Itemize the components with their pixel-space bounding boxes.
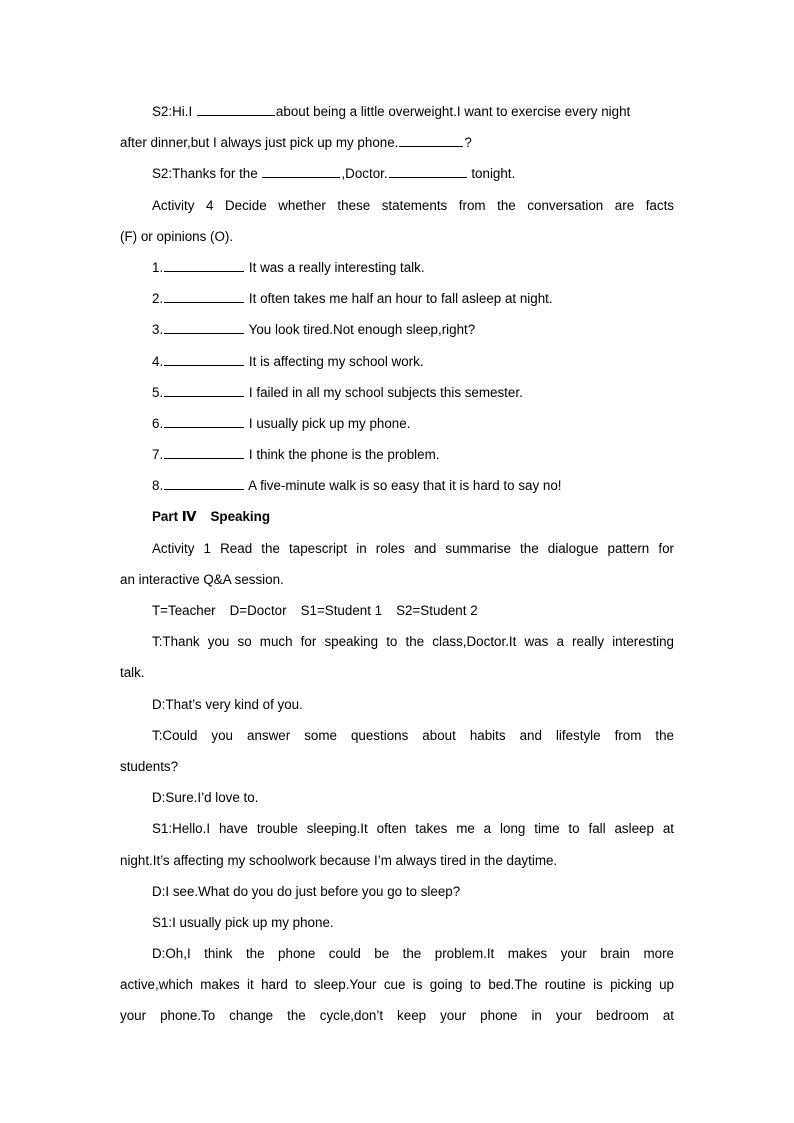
activity-instruction-text: Decide whether these statements from the conversation are facts xyxy=(224,197,674,213)
statement-item xyxy=(120,439,674,470)
tapescript-text: D:I see.What do you do just before you go to sleep? xyxy=(152,883,461,899)
roles-line xyxy=(120,595,674,626)
tapescript-text: students? xyxy=(120,758,179,774)
dialogue-text: ,Doctor. xyxy=(341,166,388,182)
statement-item xyxy=(120,346,674,377)
tapescript-line xyxy=(120,751,674,782)
answer-blank[interactable] xyxy=(164,477,244,490)
statement-item xyxy=(120,252,674,283)
tapescript-text: D:Oh,I think the phone could be the problem.It makes your brain more xyxy=(152,946,674,962)
answer-blank[interactable] xyxy=(164,321,244,334)
answer-blank[interactable] xyxy=(164,259,244,272)
statement-text: I failed in all my school subjects this semester. xyxy=(248,384,523,400)
role-label: T=Teacher xyxy=(152,603,216,618)
dialogue-text: after dinner,but I always just pick up my phone. xyxy=(120,135,399,151)
answer-blank[interactable] xyxy=(164,352,244,365)
statement-text: You look tired.Not enough sleep,right? xyxy=(248,322,476,338)
statement-list xyxy=(120,252,674,502)
tapescript-text: S1:Hello.I have trouble sleeping.It often takes me a long time to fall asleep at xyxy=(152,821,674,837)
tapescript-line xyxy=(120,1000,674,1031)
answer-blank[interactable] xyxy=(164,384,244,397)
activity-heading: Activity 1 xyxy=(152,540,211,556)
statement-text: I think the phone is the problem. xyxy=(248,447,440,463)
role-label: S2=Student 2 xyxy=(396,603,478,618)
statement-number: 3. xyxy=(152,322,164,338)
role-label: S1=Student 1 xyxy=(300,603,383,618)
tapescript-text: D:That’s very kind of you. xyxy=(152,696,303,712)
tapescript-line xyxy=(120,689,674,720)
dialogue-line xyxy=(120,96,674,127)
activity-instruction-text: Read the tapescript in roles and summarise the dialogue pattern for xyxy=(220,540,674,556)
statement-number: 5. xyxy=(152,384,164,400)
tapescript-line xyxy=(120,782,674,813)
document-page xyxy=(120,96,674,1032)
tapescript-text: night.It’s affecting my schoolwork because I’m always tired in the daytime. xyxy=(120,852,558,868)
statement-number: 7. xyxy=(152,447,164,463)
tapescript-line xyxy=(120,907,674,938)
statement-item xyxy=(120,283,674,314)
statement-number: 1. xyxy=(152,259,164,275)
part-heading xyxy=(120,501,674,532)
tapescript-text: talk. xyxy=(120,665,145,681)
answer-blank[interactable] xyxy=(164,446,244,459)
statement-text: It is affecting my school work. xyxy=(248,353,424,369)
answer-blank[interactable] xyxy=(164,290,244,303)
statement-number: 4. xyxy=(152,353,164,369)
answer-blank[interactable] xyxy=(262,165,340,178)
tapescript-text: your phone.To change the cycle,don’t keep your phone in your bedroom at xyxy=(120,1008,674,1024)
tapescript-line xyxy=(120,938,674,969)
activity-instruction xyxy=(120,564,674,595)
statement-item xyxy=(120,408,674,439)
dialogue-text: tonight. xyxy=(471,166,516,182)
tapescript-line xyxy=(120,969,674,1000)
statement-text: A five-minute walk is so easy that it is hard to say no! xyxy=(248,478,562,494)
tapescript-line xyxy=(120,626,674,657)
tapescript-line xyxy=(120,813,674,844)
dialogue-text: S2:Thanks for the xyxy=(152,166,258,182)
answer-blank[interactable] xyxy=(164,415,244,428)
dialogue-text: about being a little overweight.I want to exercise every night xyxy=(275,104,631,119)
statement-item xyxy=(120,377,674,408)
statement-number: 6. xyxy=(152,415,164,431)
activity-instruction xyxy=(120,221,674,252)
activity-instruction-text: (F) or opinions (O). xyxy=(120,228,234,244)
activity-instruction-text: an interactive Q&A session. xyxy=(120,571,284,587)
tapescript-line xyxy=(120,876,674,907)
tapescript xyxy=(120,626,674,1031)
activity-instruction xyxy=(120,190,674,221)
part-label: Part Ⅳ xyxy=(152,509,197,525)
dialogue-line xyxy=(120,158,674,189)
answer-blank[interactable] xyxy=(197,103,275,116)
statement-number: 8. xyxy=(152,478,164,494)
tapescript-text: active,which makes it hard to sleep.Your cue is going to bed.The routine is picking up xyxy=(120,977,674,993)
part-title: Speaking xyxy=(210,509,271,525)
tapescript-line xyxy=(120,845,674,876)
statement-text: It often takes me half an hour to fall asleep at night. xyxy=(248,291,553,307)
tapescript-text: T:Could you answer some questions about habits and lifestyle from the xyxy=(152,727,674,743)
role-label: D=Doctor xyxy=(229,603,287,618)
tapescript-text: T:Thank you so much for speaking to the class,Doctor.It was a really interesting xyxy=(152,634,674,650)
statement-item xyxy=(120,314,674,345)
tapescript-line xyxy=(120,720,674,751)
answer-blank[interactable] xyxy=(399,134,463,147)
dialogue-line xyxy=(120,127,674,158)
tapescript-text: D:Sure.I’d love to. xyxy=(152,790,259,806)
activity-heading: Activity 4 xyxy=(152,197,214,213)
tapescript-text: S1:I usually pick up my phone. xyxy=(152,914,334,930)
activity-instruction xyxy=(120,533,674,564)
statement-text: It was a really interesting talk. xyxy=(248,259,425,275)
statement-number: 2. xyxy=(152,291,164,307)
dialogue-text: ? xyxy=(464,135,472,151)
answer-blank[interactable] xyxy=(389,165,467,178)
dialogue-text: S2:Hi.I xyxy=(152,104,193,119)
statement-item xyxy=(120,470,674,501)
tapescript-line xyxy=(120,657,674,688)
statement-text: I usually pick up my phone. xyxy=(248,415,411,431)
